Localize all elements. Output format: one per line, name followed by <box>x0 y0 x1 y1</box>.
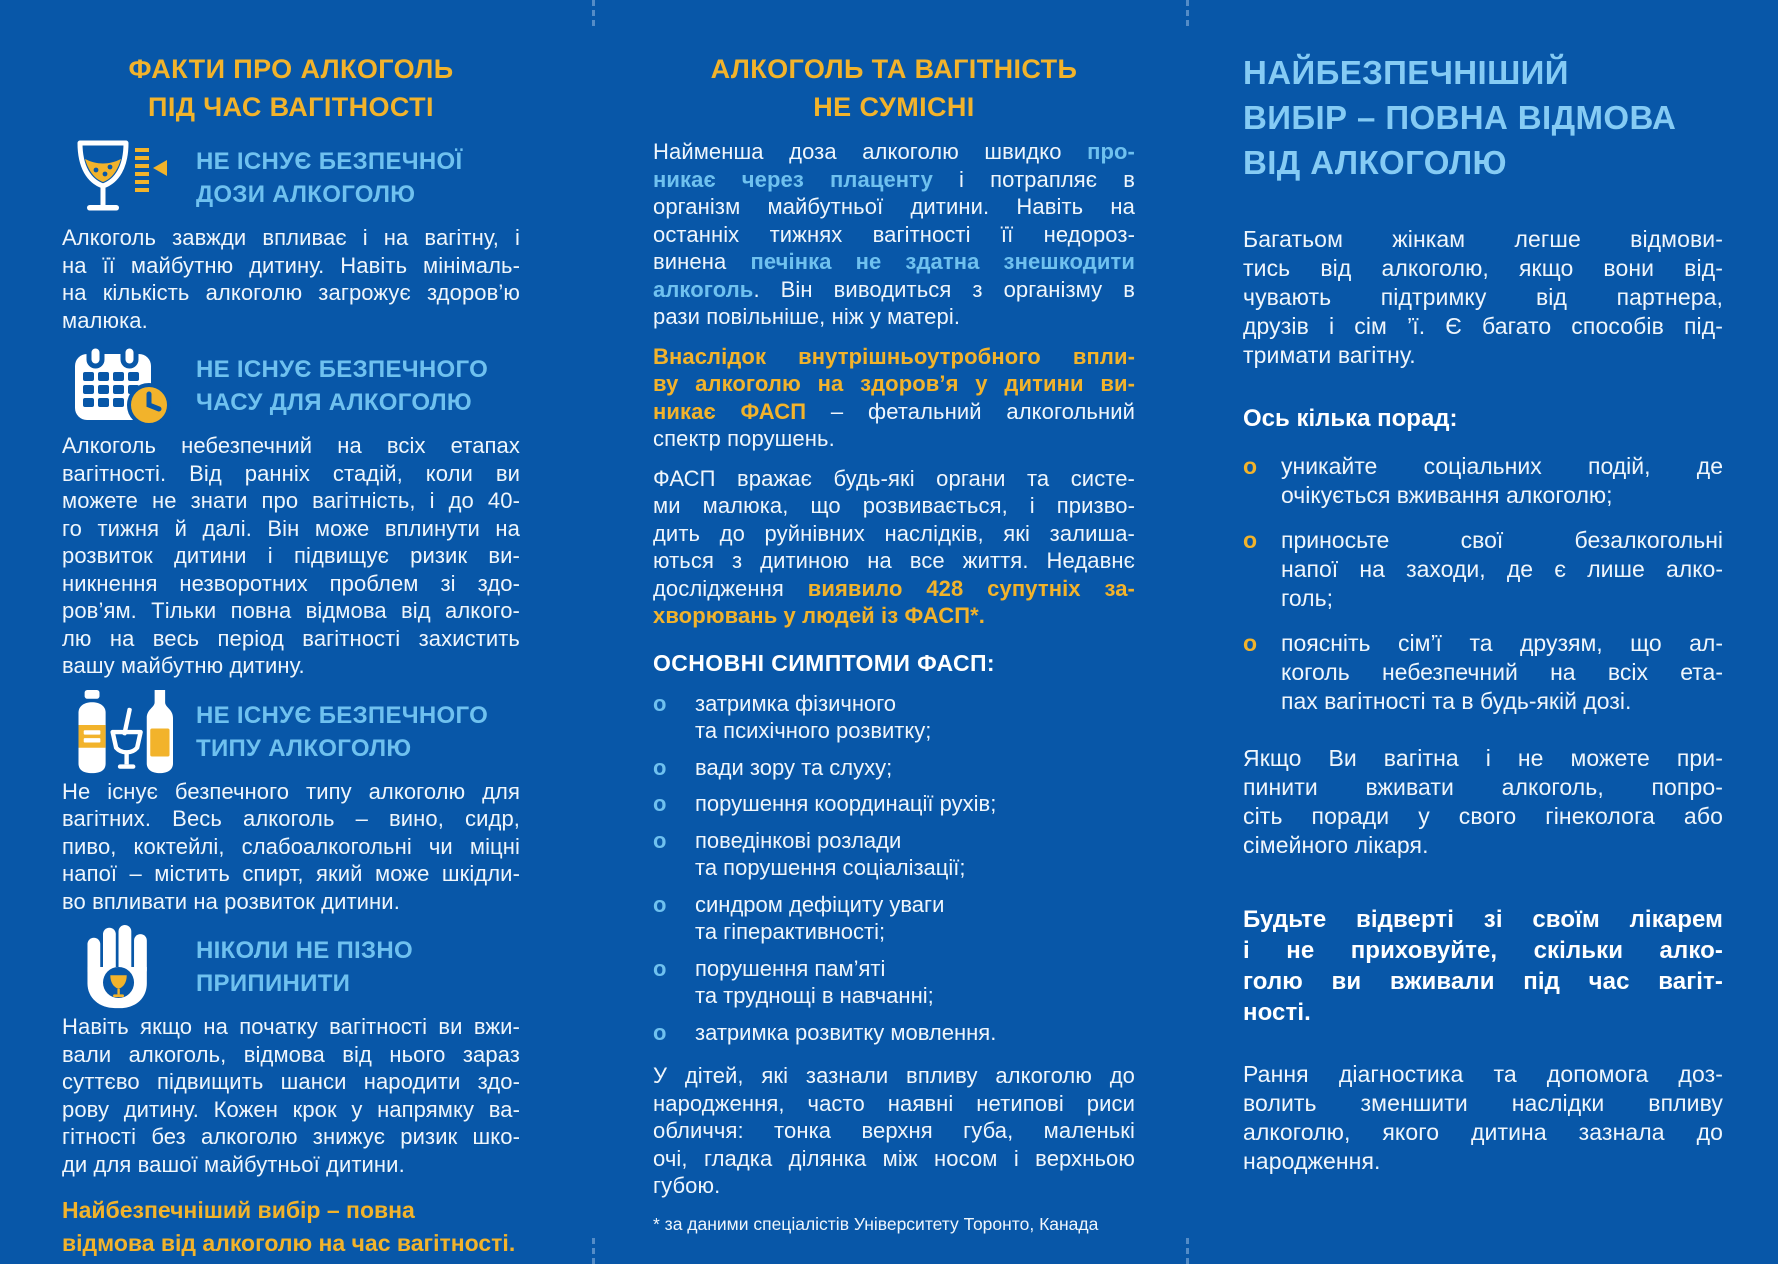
fact-section <box>62 925 520 1178</box>
text-line: голю ви вживали під час вагіт- <box>1243 968 1723 995</box>
text-line: вади зору та слуху; <box>695 754 893 780</box>
text-line: голь; <box>1281 585 1333 611</box>
text-line: алкоголь. Він виводиться з організму в <box>653 276 1135 302</box>
text-line: очікується вживання алкоголю; <box>1281 482 1613 508</box>
text-line: та психічного розвитку; <box>695 718 932 743</box>
panel-fasd <box>653 0 1135 1264</box>
bullet-marker: o <box>653 1019 667 1045</box>
list-item <box>653 690 1135 745</box>
text-line: ФАСП вражає будь-які органи та систе- <box>653 465 1135 491</box>
text-line: ТИПУ АЛКОГОЛЮ <box>196 734 412 762</box>
text-line: губою. <box>653 1173 721 1198</box>
fact-section-heading <box>196 145 462 211</box>
text-line: Алкоголь небезпечний на всіх етапах <box>62 433 520 458</box>
fact-section-header <box>62 136 520 220</box>
text-line: ров’ям. Тільки повна відмова від алкого- <box>62 598 520 623</box>
panel-facts-title <box>62 50 520 126</box>
text-line: Навіть якщо на початку вагітності ви вжи- <box>62 1014 520 1039</box>
text-line: народження. <box>1243 1148 1381 1174</box>
bullet-marker: o <box>653 690 667 716</box>
text-line: обличчя: тонка верхня губа, маленькі <box>653 1118 1135 1143</box>
text-line: пиво, коктейлі, слабоалкогольні чи міцні <box>62 833 520 859</box>
text-line: волить зменшити наслідки впливу <box>1243 1090 1723 1116</box>
list-item-text <box>1281 526 1723 613</box>
text-line: поясніть сім’ї та друзям, що ал- <box>1281 630 1723 656</box>
fold-mark <box>1186 0 1189 26</box>
text-line: друзів і сім ’ї. Є багато способів під- <box>1243 313 1723 339</box>
paragraph-support <box>1243 225 1723 370</box>
text-line: во впливати на розвиток дитини. <box>62 888 400 914</box>
list-item-text <box>695 754 1135 782</box>
text-line: пинити вживати алкоголь, попро- <box>1243 774 1723 800</box>
text-line: дить до руйнівних наслідків, які залиша- <box>653 520 1135 546</box>
text-line: ДОЗИ АЛКОГОЛЮ <box>196 181 416 208</box>
list-item <box>653 790 1135 818</box>
text-line: пах вагітності та в будь-якій дозі. <box>1281 688 1632 714</box>
text-line: го тижня й далі. Він може вплинути на <box>62 515 520 541</box>
fact-section-header <box>62 690 520 774</box>
text-line: НЕ ІСНУЄ БЕЗПЕЧНОГО <box>196 701 489 729</box>
text-line: рази повільніше, ніж у матері. <box>653 304 961 329</box>
text-line: організм майбутньої дитини. Навіть на <box>653 194 1135 219</box>
text-line: ності. <box>1243 999 1311 1026</box>
fold-mark <box>592 0 595 26</box>
text-line: останніх тижнях вагітності її недороз- <box>653 221 1135 247</box>
bottles-icon <box>62 690 186 774</box>
text-line: гітності без алкоголю знижує ризик шко- <box>62 1124 520 1149</box>
fact-section-body <box>62 432 520 680</box>
text-line: та гіперактивності; <box>695 919 886 944</box>
highlight-yellow: виявило 428 супутніх за- <box>807 575 1135 601</box>
text-line: вашу майбутню дитину. <box>62 653 305 678</box>
text-line: У дітей, які зазнали впливу алкоголю до <box>653 1063 1135 1088</box>
highlight-yellow: хворювань у людей із ФАСП*. <box>653 603 985 628</box>
text-line: і не приховуйте, скільки алко- <box>1243 937 1723 964</box>
text-line: відмова від алкоголю на час вагітності. <box>62 1230 516 1256</box>
text-line <box>653 602 1135 630</box>
text-line: рову дитину. Кожен крок у напрямку ва- <box>62 1096 520 1122</box>
highlight-blue: про- <box>1087 139 1135 164</box>
fact-section <box>62 344 520 680</box>
bullet-marker: o <box>653 891 667 917</box>
text-line: чувають підтримку від партнера, <box>1243 284 1723 310</box>
text-line: можете не знати про вагітність, і до 40- <box>62 488 520 513</box>
text-line: тримати вагітну. <box>1243 342 1416 368</box>
paragraph-placenta <box>653 138 1135 331</box>
fold-mark <box>592 1238 595 1264</box>
text-line: спектр порушень. <box>653 426 835 451</box>
fact-section-body <box>62 224 520 334</box>
list-item-text <box>695 790 1135 818</box>
fact-section-heading <box>196 699 488 765</box>
text-line: ються з дитиною на все життя. Недавнє <box>653 548 1135 573</box>
bullet-marker: o <box>653 827 667 853</box>
paragraph-fasd-definition <box>653 343 1135 453</box>
fact-section <box>62 690 520 916</box>
list-item-text <box>1281 452 1723 510</box>
footnote: * за даними спеціалістів Університету Торонто, Канада <box>653 1213 1099 1234</box>
text-line: Не існує безпечного типу алкоголю для <box>62 778 520 804</box>
text-line: ВИБІР – ПОВНА ВІДМОВА <box>1243 99 1677 136</box>
highlight-yellow: ву алкоголю на здоров’я у дитини ви- <box>653 371 1135 396</box>
text-line: Найбезпечніший вибір – повна <box>62 1197 415 1223</box>
bullet-marker: o <box>1243 527 1258 553</box>
bullet-marker: o <box>653 955 667 981</box>
tips-list <box>1243 452 1723 716</box>
highlight-yellow: Внаслідок внутрішньоутробного впли- <box>653 343 1135 369</box>
fact-section-heading <box>196 934 413 1000</box>
paragraph-fasd-effects <box>653 465 1135 630</box>
paragraph-early-diagnosis <box>1243 1060 1723 1176</box>
paragraph-be-honest <box>1243 904 1723 1028</box>
text-line: та труднощі в навчанні; <box>695 983 934 1008</box>
text-line: Будьте відверті зі своїм лікарем <box>1243 906 1723 933</box>
panel-choice-title <box>1243 50 1723 185</box>
highlight-blue: печінка не здатна знешкодити <box>750 249 1135 274</box>
list-item <box>653 754 1135 782</box>
text-line: АЛКОГОЛЬ ТА ВАГІТНІСТЬ <box>710 54 1078 84</box>
list-item-text <box>695 955 1135 1010</box>
text-line: НІКОЛИ НЕ ПІЗНО <box>196 937 413 964</box>
paragraph-doctor-advice <box>1243 744 1723 860</box>
text-line: никнення незворотних проблем зі здо- <box>62 570 520 596</box>
list-item <box>653 891 1135 946</box>
text-line: очі, гладка ділянка між носом і верхньою <box>653 1145 1135 1171</box>
bullet-marker: o <box>1243 630 1258 656</box>
panel-facts <box>62 0 520 1264</box>
text-line: суттєво підвищить шанси народити здо- <box>62 1069 520 1094</box>
list-item <box>1243 526 1723 613</box>
fold-mark <box>1186 1238 1189 1264</box>
text-line: коголь небезпечний на всіх ета- <box>1281 659 1723 685</box>
text-line: ЧАСУ ДЛЯ АЛКОГОЛЮ <box>196 389 472 416</box>
list-item-text <box>695 1019 1135 1047</box>
highlight-blue: алкоголь <box>653 276 754 302</box>
text-line: приносьте свої безалкогольні <box>1281 527 1723 553</box>
text-line: винена печінка не здатна знешкодити <box>653 249 1135 274</box>
text-line: Найменша доза алкоголю швидко про- <box>653 139 1135 164</box>
text-line: вали алкоголь, відмова від нього зараз <box>62 1041 520 1067</box>
highlight-blue: никає через плаценту <box>653 166 933 192</box>
text-line: малюка. <box>62 307 148 333</box>
hand-stop-icon <box>62 925 186 1009</box>
text-line: ВІД АЛКОГОЛЮ <box>1243 144 1507 181</box>
text-line: напої на заходи, де є лише алко- <box>1281 556 1723 582</box>
text-line: вагітності. Від ранніх стадій, коли ви <box>62 460 520 486</box>
text-line: никає через плаценту і потрапляє в <box>653 166 1136 192</box>
symptoms-list <box>653 690 1135 1047</box>
text-line: НЕ ІСНУЄ БЕЗПЕЧНОГО <box>196 356 489 383</box>
text-line: НАЙБЕЗПЕЧНІШИЙ <box>1243 54 1569 91</box>
wine-glass-dose-icon <box>62 140 186 216</box>
list-item <box>1243 629 1723 716</box>
text-line: на кількість алкоголю загрожує здоров’ю <box>62 280 520 305</box>
bullet-marker: o <box>653 791 667 816</box>
text-line: НЕ ІСНУЄ БЕЗПЕЧНОЇ <box>196 148 463 175</box>
text-line: на її майбутню дитину. Навіть мінімаль- <box>62 252 520 278</box>
text-line: никає ФАСП – фетальний алкогольний <box>653 398 1135 424</box>
fact-section-header <box>62 925 520 1009</box>
list-item-text <box>1281 629 1723 716</box>
text-line <box>653 343 1135 371</box>
text-line: уникайте соціальних подій, де <box>1281 453 1723 479</box>
text-line <box>653 370 1135 398</box>
text-line: синдром дефіциту уваги <box>695 891 945 917</box>
text-line: лю на весь період вагітності захистить <box>62 625 520 651</box>
text-line: затримка фізичного <box>695 690 897 716</box>
text-line: вагітних. Весь алкоголь – вино, сидр, <box>62 806 520 831</box>
text-line: ПІД ЧАС ВАГІТНОСТІ <box>148 92 434 122</box>
text-line: Якщо Ви вагітна і не можете при- <box>1243 745 1723 771</box>
text-line: ми малюка, що розвивається, і призво- <box>653 493 1135 518</box>
text-line: ПРИПИНИТИ <box>196 970 351 997</box>
fact-section-heading <box>196 353 488 419</box>
paragraph-facial-features <box>653 1062 1135 1200</box>
text-line: Багатьом жінкам легше відмови- <box>1243 226 1723 252</box>
text-line: сімейного лікаря. <box>1243 832 1429 858</box>
fact-sections <box>62 136 520 1178</box>
list-item-text <box>695 891 1135 946</box>
text-line: та порушення соціалізації; <box>695 855 966 880</box>
text-line: алкоголю, якого дитина зазнала до <box>1243 1119 1723 1145</box>
highlight-yellow: никає ФАСП <box>653 398 807 424</box>
text-line: сіть поради у свого гінеколога або <box>1243 803 1723 829</box>
list-item <box>653 827 1135 882</box>
panel-choice <box>1243 0 1723 1264</box>
panel-facts-footer <box>62 1194 520 1260</box>
bullet-marker: o <box>653 754 667 780</box>
text-line: порушення координації рухів; <box>695 791 997 816</box>
text-line: напої – містить спирт, який може шкідли- <box>62 861 520 886</box>
list-item <box>653 955 1135 1010</box>
list-item <box>1243 452 1723 510</box>
fact-section-body <box>62 1013 520 1178</box>
list-item-text <box>695 827 1135 882</box>
text-line: розвиток дитини і підвищує ризик ви- <box>62 543 520 568</box>
calendar-clock-icon <box>62 344 186 428</box>
bullet-marker: o <box>1243 453 1258 479</box>
text-line: поведінкові розлади <box>695 827 902 853</box>
fact-section <box>62 136 520 334</box>
symptoms-heading: ОСНОВНІ СИМПТОМИ ФАСП: <box>653 649 995 676</box>
text-line: ди для вашої майбутньої дитини. <box>62 1151 405 1177</box>
tips-heading: Ось кілька порад: <box>1243 405 1458 432</box>
text-line: тись від алкоголю, якщо вони від- <box>1243 255 1723 281</box>
text-line: дослідження виявило 428 супутніх за- <box>653 575 1135 601</box>
text-line: порушення пам’яті <box>695 955 886 981</box>
text-line: Рання діагностика та допомога доз- <box>1243 1061 1723 1087</box>
text-line: затримка розвитку мовлення. <box>695 1019 997 1045</box>
text-line: ФАКТИ ПРО АЛКОГОЛЬ <box>128 54 454 84</box>
text-line: НЕ СУМІСНІ <box>813 92 975 122</box>
text-line: Алкоголь завжди впливає і на вагітну, і <box>62 225 520 250</box>
list-item <box>653 1019 1135 1047</box>
list-item-text <box>695 690 1135 745</box>
panel-fasd-title <box>653 50 1135 126</box>
fact-section-body <box>62 778 520 916</box>
text-line: народження, часто наявні нетипові риси <box>653 1090 1135 1116</box>
fact-section-header <box>62 344 520 428</box>
